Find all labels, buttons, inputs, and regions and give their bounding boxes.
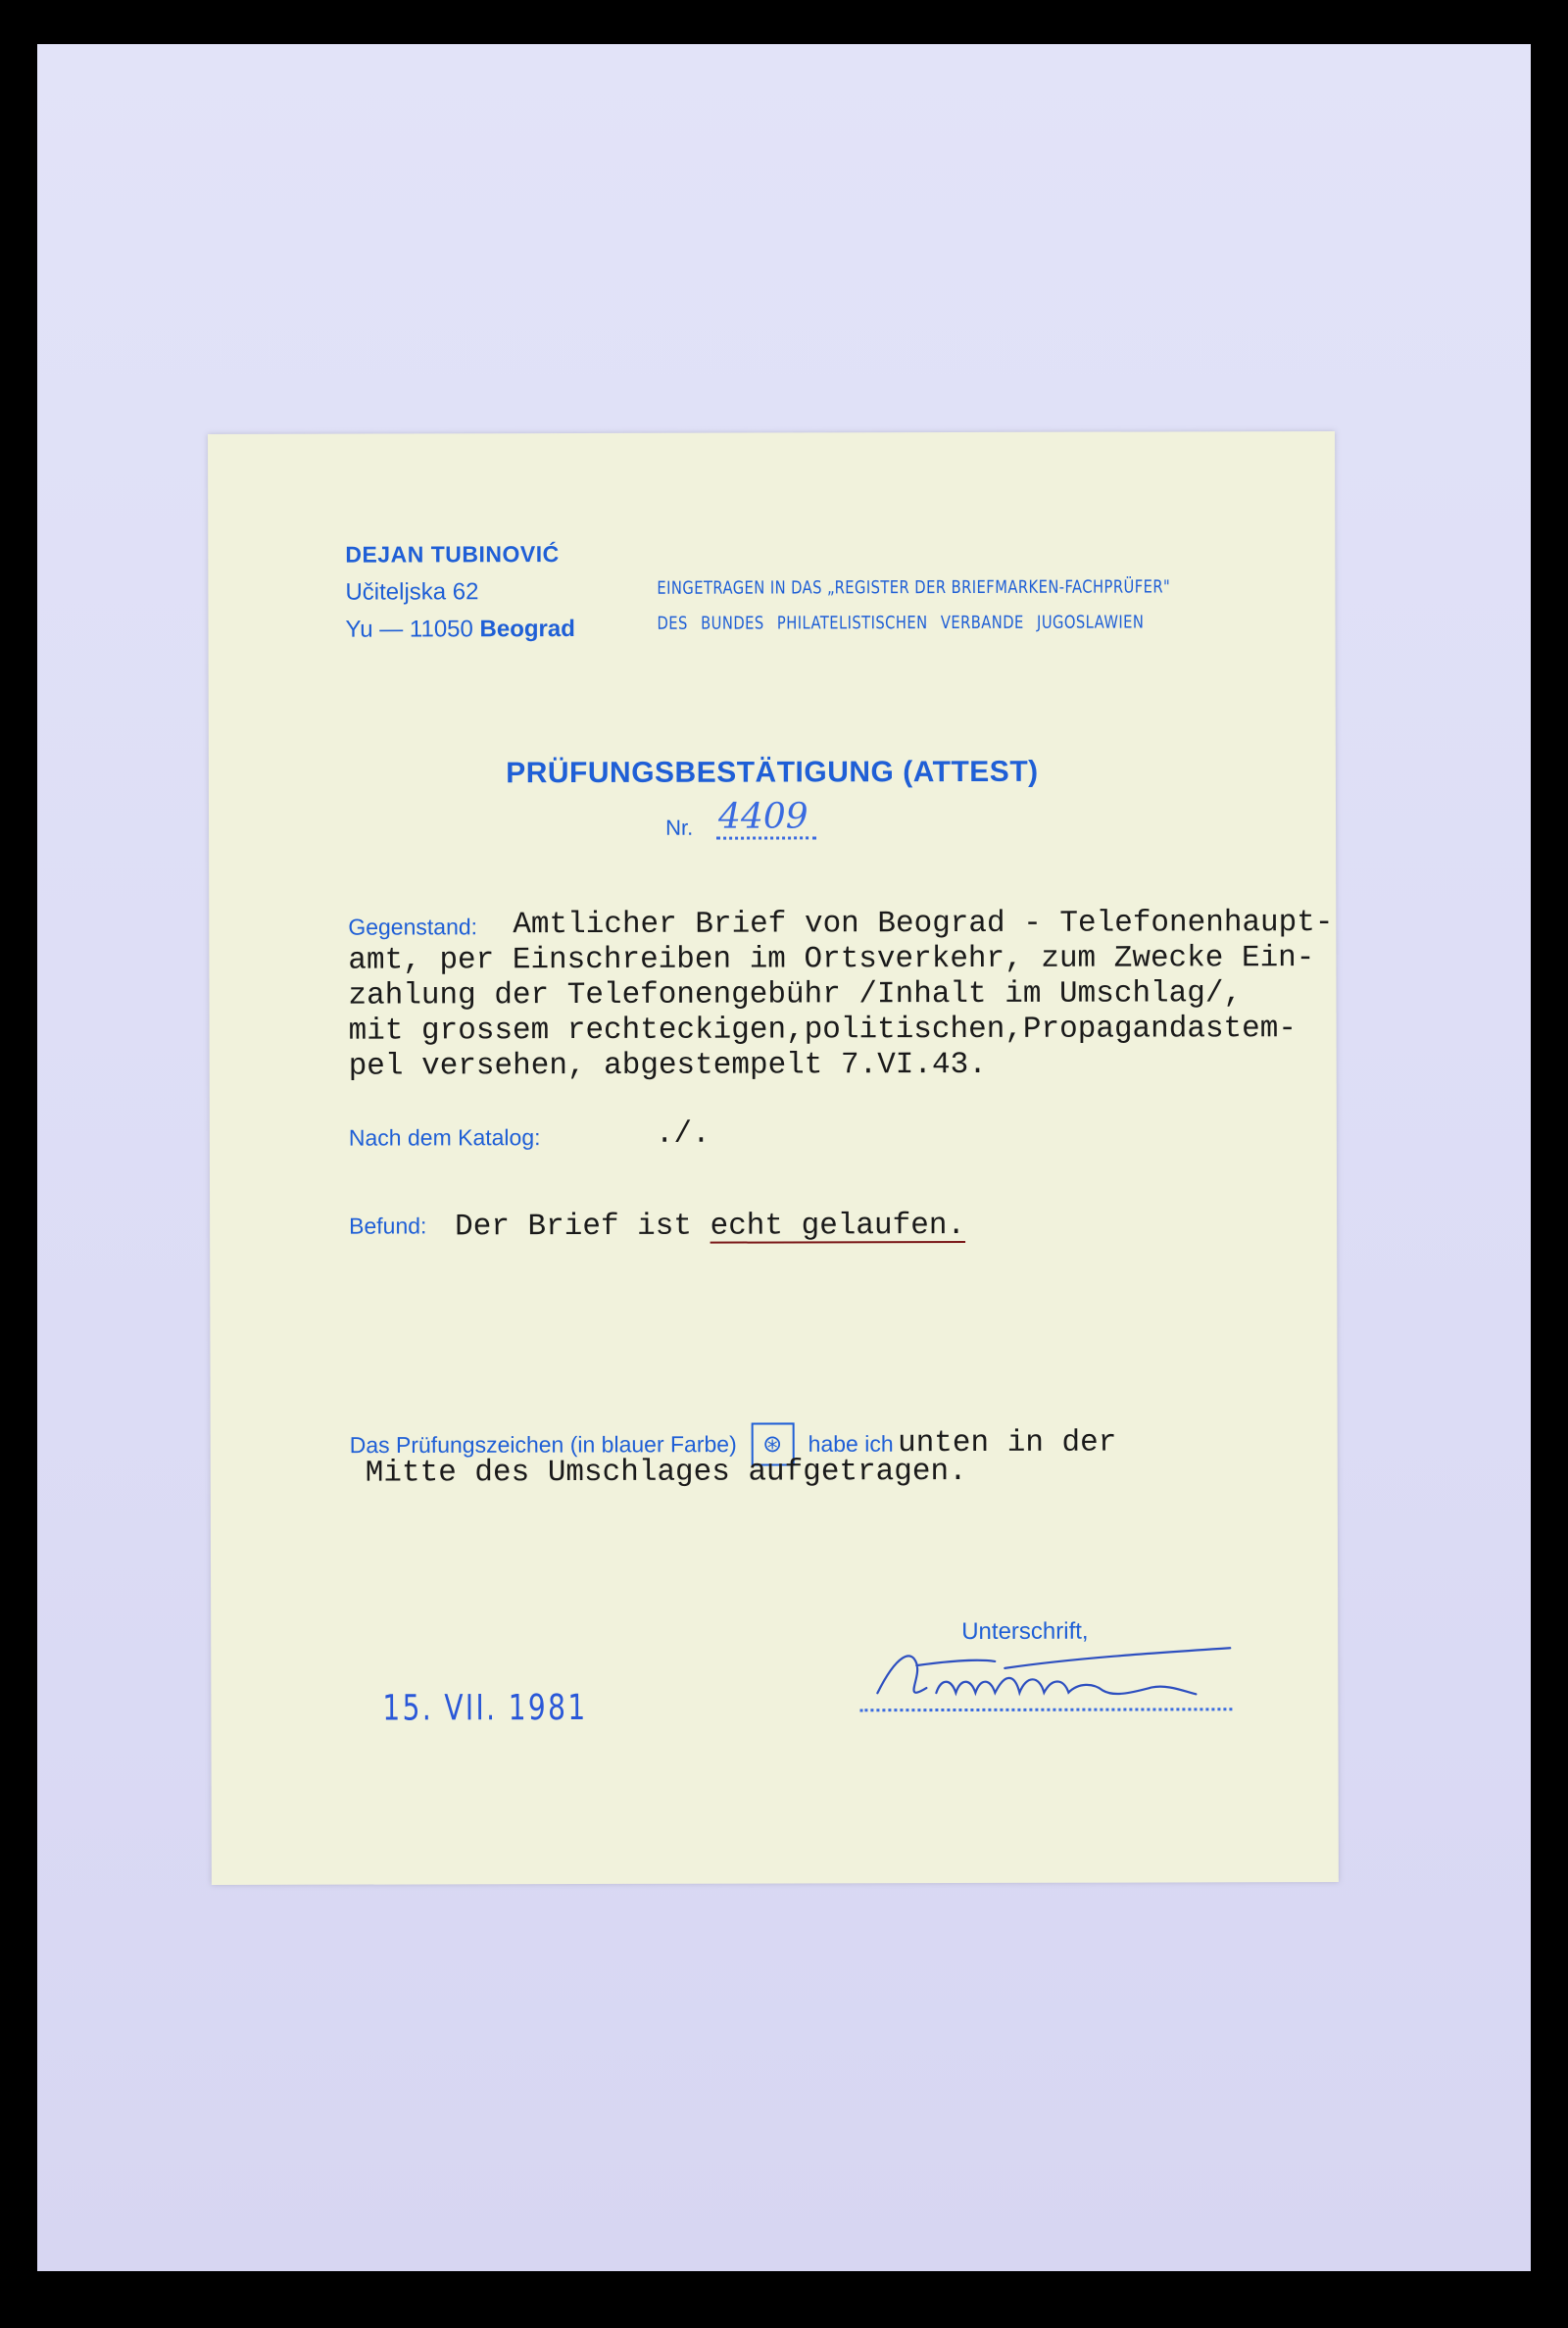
register-line-2: DES BUNDES PHILATELISTISCHEN VERBANDE JUGOSLAWIEN — [657, 612, 1145, 634]
subject-line: pel versehen, abgestempelt 7.VI.43. — [348, 1047, 987, 1084]
seal-icon: ⊛ — [751, 1422, 794, 1465]
subject-line: amt, per Einschreiben im Ortsverkehr, zum Zwecke Ein- — [348, 941, 1315, 978]
catalog-value: ./. — [655, 1116, 710, 1152]
document-title: PRÜFUNGSBESTÄTIGUNG (ATTEST) — [506, 755, 1039, 790]
sender-city-name: Beograd — [479, 616, 575, 643]
finding-label: Befund: — [349, 1213, 427, 1239]
mark-typed-part1: unten in der — [898, 1425, 1117, 1461]
subject-first-line: Amtlicher Brief von Beograd - Telefonenhaupt- — [513, 905, 1334, 943]
sender-street: Učiteljska 62 — [345, 578, 479, 606]
attest-document — [208, 431, 1339, 1885]
handwritten-signature-icon — [858, 1643, 1250, 1712]
subject-line: mit grossem rechteckigen,politischen,Propagandastem- — [348, 1012, 1297, 1049]
subject-line: zahlung der Telefonengebühr /Inhalt im Umschlag/, — [348, 976, 1243, 1014]
mark-label-part1: Das Prüfungszeichen (in blauer Farbe) — [349, 1431, 737, 1459]
finding-text-underlined: echt gelaufen. — [710, 1208, 966, 1244]
finding-text — [455, 1209, 965, 1245]
subject-label: Gegenstand: — [348, 914, 478, 940]
signature-label: Unterschrift, — [961, 1617, 1089, 1645]
sender-postcode: Yu — 11050 — [345, 616, 473, 643]
mark-label-part2: habe ich — [808, 1430, 894, 1457]
number-label: Nr. — [665, 815, 694, 840]
subject-continuation — [348, 941, 1314, 1085]
sender-name: DEJAN TUBINOVIĆ — [345, 541, 560, 568]
date-stamp: 15. VII. 1981 — [382, 1687, 588, 1729]
register-line-1: EINGETRAGEN IN DAS „REGISTER DER BRIEFMARKEN-FACHPRÜFER" — [657, 576, 1171, 599]
catalog-label: Nach dem Katalog: — [348, 1124, 541, 1151]
finding-text-plain: Der Brief ist — [455, 1209, 710, 1245]
sender-city — [345, 616, 574, 644]
mark-typed-line2: Mitte des Umschlages aufgetragen. — [365, 1454, 967, 1491]
attest-number: 4409 — [716, 797, 816, 839]
